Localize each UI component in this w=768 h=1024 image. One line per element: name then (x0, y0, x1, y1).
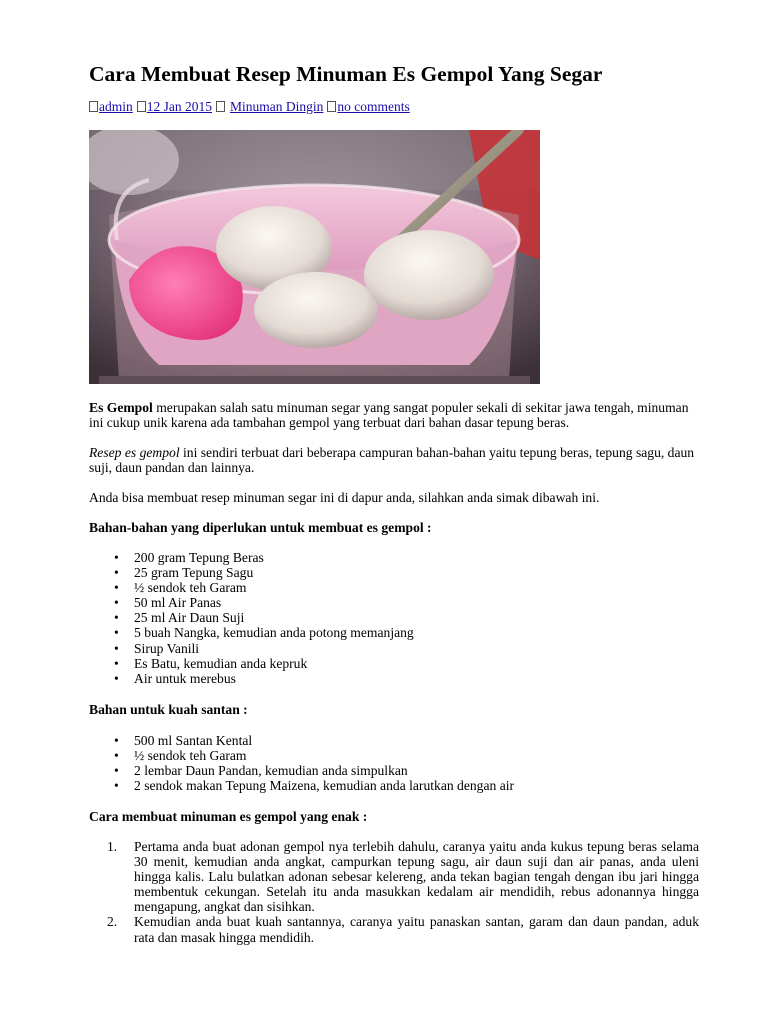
step-item (89, 914, 699, 944)
list-item: • Sirup Vanili (89, 641, 414, 656)
list-item: • 50 ml Air Panas (89, 595, 414, 610)
santan-list (89, 733, 514, 793)
steps-list (89, 839, 699, 945)
user-icon (89, 101, 98, 112)
list-item: • 25 gram Tepung Sagu (89, 565, 414, 580)
list-item: • 2 sendok makan Tepung Maizena, kemudian anda larutkan dengan air (89, 778, 514, 793)
comment-icon (327, 101, 336, 112)
step-number: 2. (107, 914, 118, 930)
list-item: • 500 ml Santan Kental (89, 733, 514, 748)
category-link[interactable]: Minuman Dingin (230, 99, 324, 114)
step-number: 1. (107, 839, 118, 854)
step-item (89, 839, 699, 914)
intro-text: merupakan salah satu minuman segar yang sangat populer sekali di sekitar jawa tengah, minuman ini cukup unik karena ada tambahan gempol yang terbuat dari bahan dasar tepung beras. (89, 400, 689, 431)
ingredients-heading: Bahan-bahan yang diperlukan untuk membuat es gempol : (89, 520, 432, 535)
list-item: • 25 ml Air Daun Suji (89, 610, 414, 625)
santan-heading: Bahan untuk kuah santan : (89, 702, 248, 717)
recipe-italic: Resep es gempol (89, 445, 180, 460)
article-image (89, 130, 540, 384)
step-text: Pertama anda buat adonan gempol nya terlebih dahulu, caranya yaitu anda kukus tepung beras selama 30 menit, kemudian anda angkat, campurkan tepung sagu, air daun suji dan air panas, anda uleni hingga kalis. Lalu bulatkan adonan sebesar kelereng, anda tekan bagian tengah dengan ibu jari hingga membentuk cekungan. Setelah itu anda masukkan kedalam air mendidih, rebus adonannya hingga mengapung, angkat dan sisihkan. (134, 839, 699, 915)
intro-paragraph (89, 400, 699, 430)
list-item: • ½ sendok teh Garam (89, 748, 514, 763)
ingredients-list (89, 550, 414, 686)
intro-bold: Es Gempol (89, 400, 153, 415)
article-title: Cara Membuat Resep Minuman Es Gempol Yang Segar (89, 62, 603, 86)
author-link[interactable]: admin (99, 99, 133, 114)
invite-paragraph: Anda bisa membuat resep minuman segar ini di dapur anda, silahkan anda simak dibawah ini. (89, 490, 600, 505)
list-item: • 2 lembar Daun Pandan, kemudian anda simpulkan (89, 763, 514, 778)
recipe-paragraph (89, 445, 699, 475)
recipe-text: ini sendiri terbuat dari beberapa campuran bahan-bahan yaitu tepung beras, tepung sagu, daun suji, daun pandan dan lainnya. (89, 445, 695, 476)
list-item: • 5 buah Nangka, kemudian anda potong memanjang (89, 625, 414, 640)
date-link[interactable]: 12 Jan 2015 (146, 99, 212, 114)
steps-heading: Cara membuat minuman es gempol yang enak : (89, 809, 368, 824)
step-text: Kemudian anda buat kuah santannya, caranya yaitu panaskan santan, garam dan daun pandan, aduk rata dan masak hingga mendidih. (134, 914, 699, 945)
list-item: • Air untuk merebus (89, 671, 414, 686)
list-item: • 200 gram Tepung Beras (89, 550, 414, 565)
folder-icon (216, 101, 225, 112)
list-item: • Es Batu, kemudian anda kepruk (89, 656, 414, 671)
comments-link[interactable]: no comments (337, 99, 410, 114)
article-meta (89, 98, 410, 116)
list-item: • ½ sendok teh Garam (89, 580, 414, 595)
calendar-icon (137, 101, 146, 112)
